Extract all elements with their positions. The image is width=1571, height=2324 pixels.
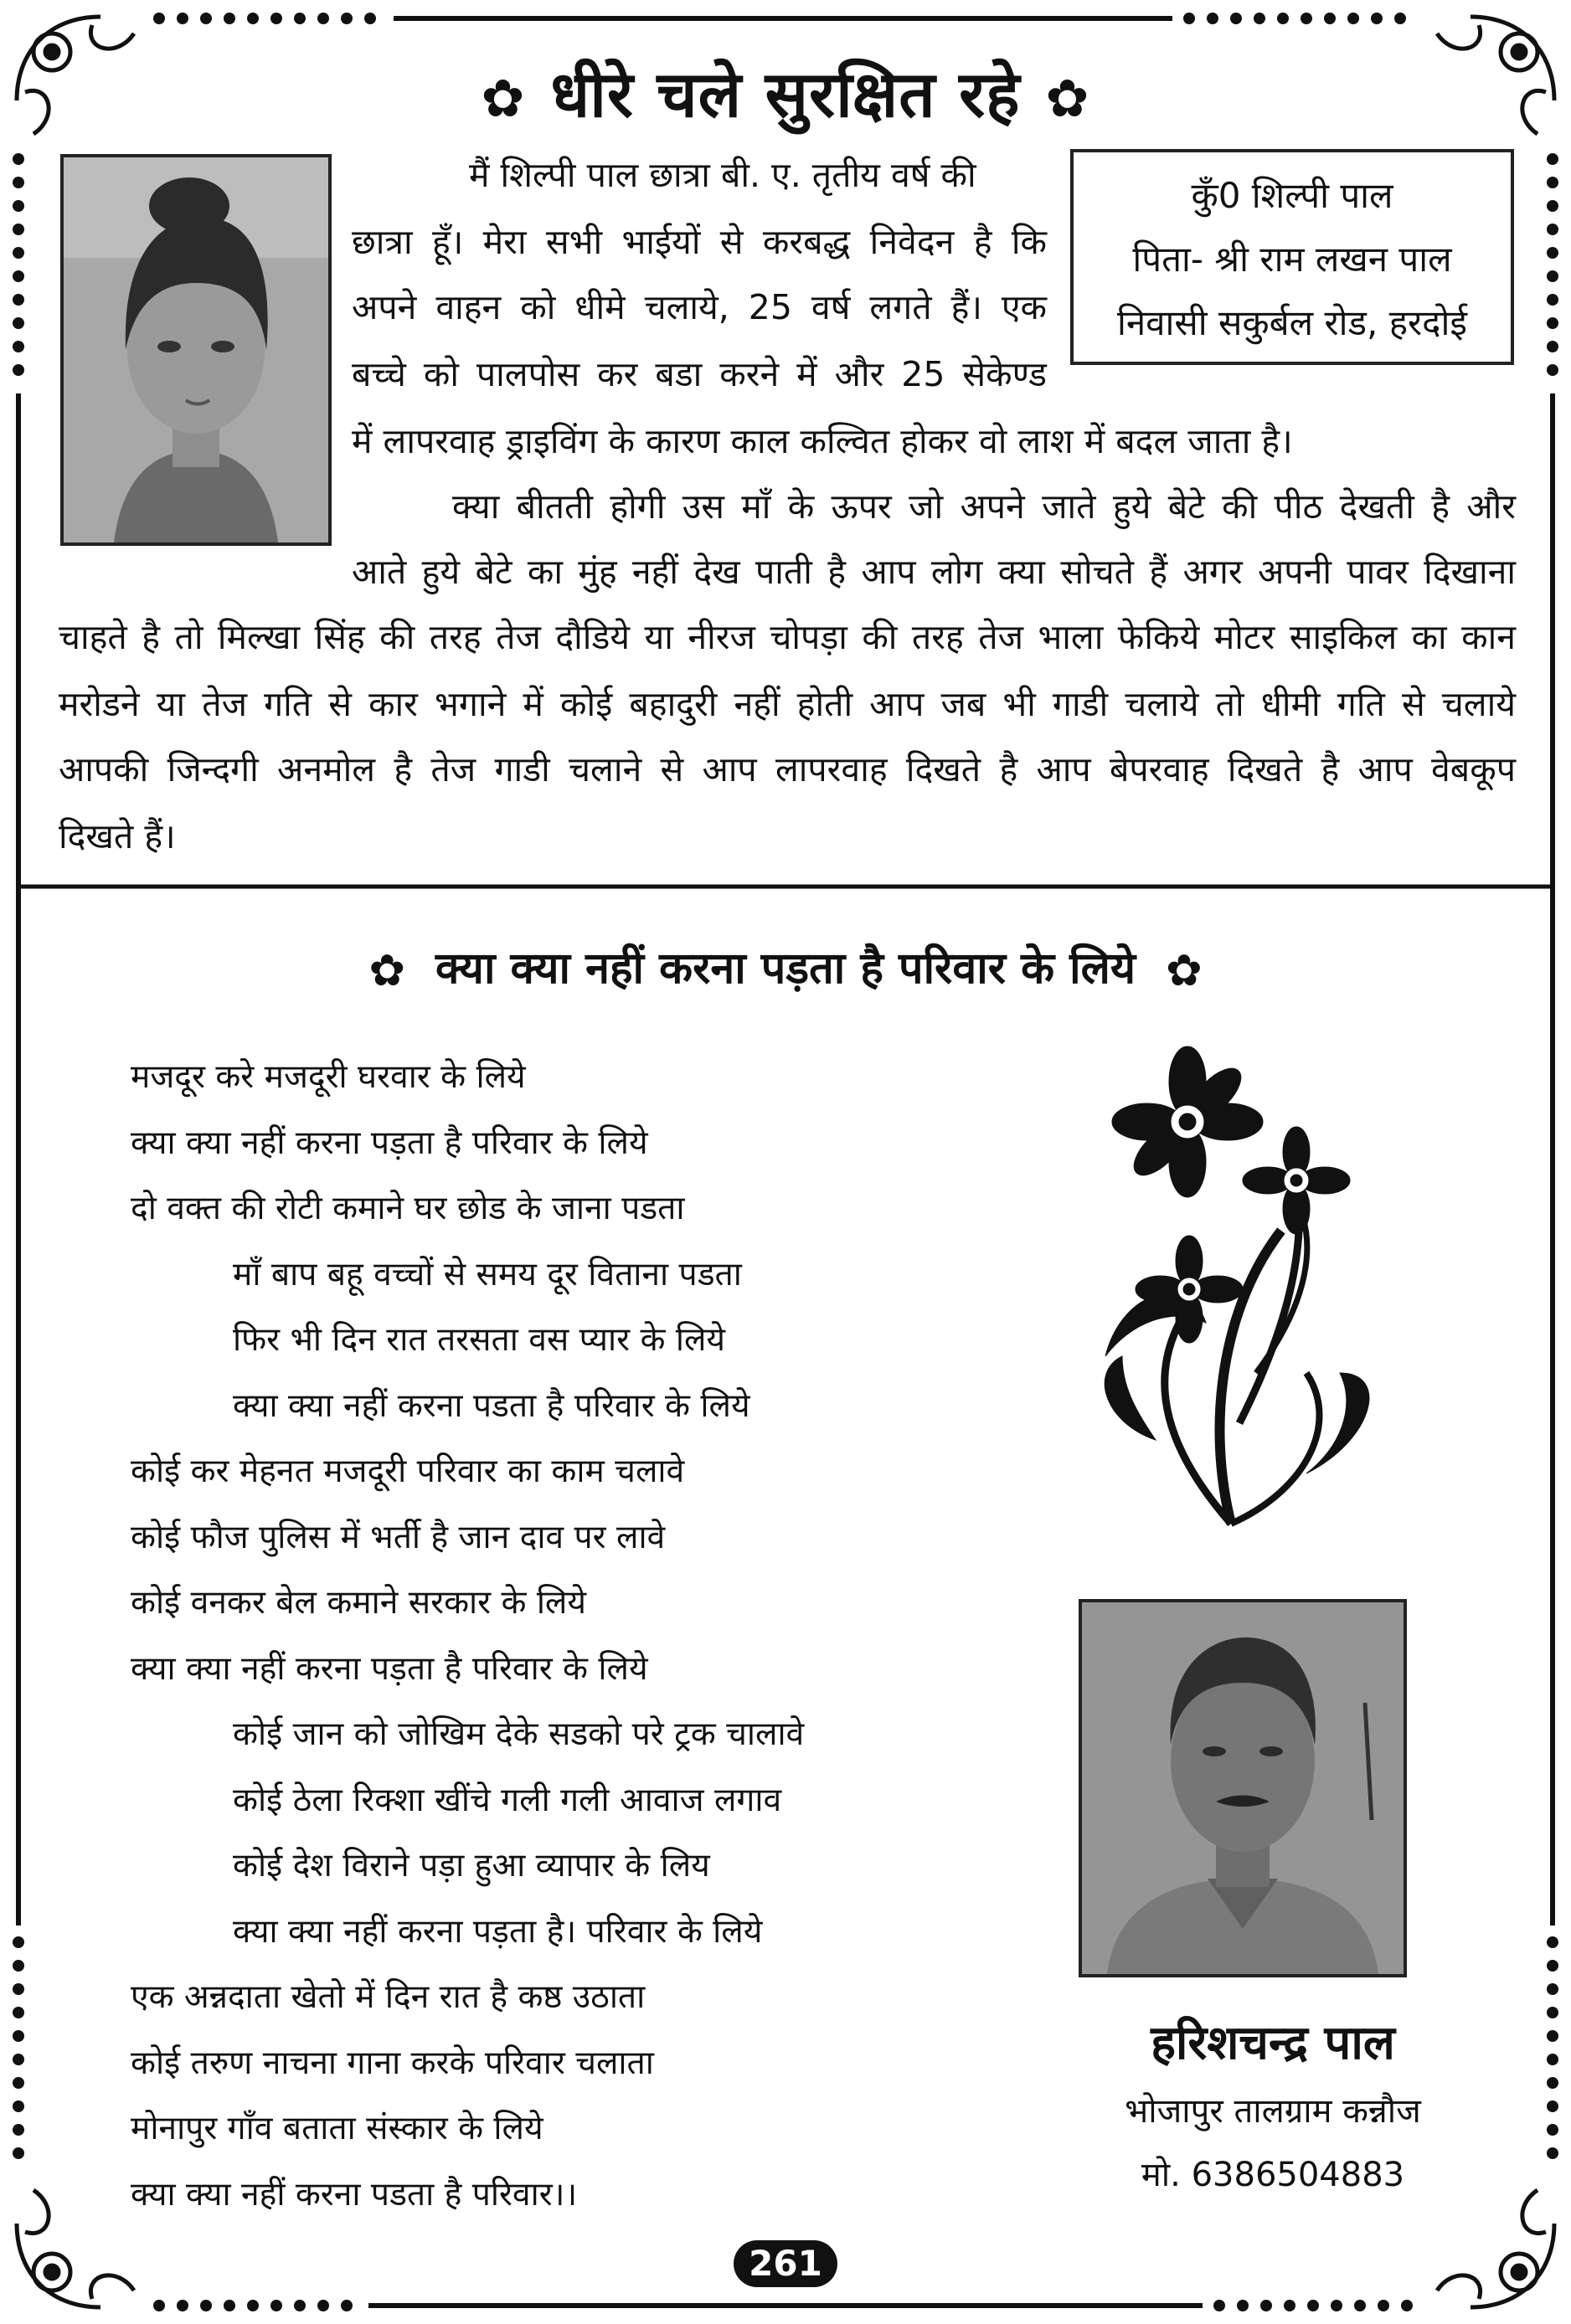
student-photo bbox=[60, 154, 332, 546]
poem-line: मजदूर करे मजदूरी घरवार के लिये bbox=[131, 1058, 526, 1096]
author-name: हरिशचन्द्र पाल bbox=[1151, 2016, 1395, 2070]
article-line-10: आपकी जिन्दगी अनमोल है तेज गाडी चलाने से आप लापरवाह दिखते है आप बेपरवाह दिखते है आप वेबकूप bbox=[59, 749, 1516, 789]
article-line-2: छात्रा हूँ। मेरा सभी भाईयों से करबद्ध निवेदन है कि bbox=[352, 222, 1047, 262]
article-line-7: आते हुये बेटे का मुंह नहीं देख पाती है आप लोग क्या सोचते हैं अगर अपनी पावर दिखाना bbox=[352, 552, 1516, 592]
author-place: भोजापुर तालग्राम कन्नौज bbox=[1125, 2092, 1421, 2131]
flower-illustration bbox=[1105, 1046, 1369, 1524]
poem-line: क्या क्या नहीं करना पड़ता है परिवार के लिये bbox=[131, 1649, 648, 1688]
poem-body bbox=[131, 1045, 804, 2228]
poem-flower-left-icon: ✿ bbox=[368, 946, 405, 996]
poem-flower-right-icon: ✿ bbox=[1166, 946, 1203, 996]
poem-line: कोई जान को जोखिम देके सडको परे ट्रक चालावे bbox=[233, 1715, 805, 1753]
poem-line: क्या क्या नहीं करना पड़ता है परिवार के लिये bbox=[131, 1123, 648, 1162]
father-name: पिता- श्री राम लखन पाल bbox=[1132, 239, 1452, 280]
poem-line: क्या क्या नहीं करना पडता है परिवार।। bbox=[131, 2175, 578, 2213]
poem-title bbox=[0, 931, 1571, 1009]
article-line-9: मरोडने या तेज गति से कार भगाने में कोई बहादुरी नहीं होती आप जब भी गाडी चलाये तो धीमी गति से चलाये bbox=[59, 684, 1516, 724]
article-line-5: में लापरवाह ड्राइविंग के कारण काल कल्वित होकर वो लाश में बदल जाता है। bbox=[352, 421, 1293, 461]
article-line-11: दिखते हैं। bbox=[59, 816, 176, 856]
poem-line: कोई देश विराने पड़ा हुआ व्यापार के लिय bbox=[233, 1847, 710, 1884]
poem-line: कोई ठेला रिक्शा खींचे गली गली आवाज लगाव bbox=[233, 1781, 782, 1819]
poem-line: फिर भी दिन रात तरसता वस प्यार के लिये bbox=[233, 1321, 726, 1359]
article-line-8: चाहते है तो मिल्खा सिंह की तरह तेज दौडिये या नीरज चोपड़ा की तरह तेज भाला फेकिये मोटर साइकिल का कान bbox=[59, 617, 1516, 657]
page-title-text: धीरे चले सुरक्षित रहे bbox=[550, 57, 1021, 131]
title-flower-left-icon: ✿ bbox=[481, 68, 526, 129]
poem-line: दो वक्त की रोटी कमाने घर छोड के जाना पडता bbox=[131, 1190, 685, 1227]
article-line-1: मैं शिल्पी पाल छात्रा बी. ए. तृतीय वर्ष की bbox=[469, 155, 976, 195]
poem-line: मोनापुर गाँव बताता संस्कार के लिये bbox=[131, 2110, 543, 2147]
poem-title-text: क्या क्या नहीं करना पड़ता है परिवार के लिये bbox=[435, 943, 1136, 994]
page-title bbox=[0, 49, 1571, 145]
student-name: कुँ0 शिल्पी पाल bbox=[1191, 175, 1393, 216]
author-phone: मो. 6386504883 bbox=[1141, 2156, 1405, 2194]
poem-line: कोई तरुण नाचना गाना करके परिवार चलाता bbox=[131, 2044, 654, 2082]
poem-line: कोई कर मेहनत मजदूरी परिवार का काम चलावे bbox=[131, 1452, 685, 1490]
author-photo bbox=[1079, 1599, 1407, 1977]
poem-line: माँ बाप बहू वच्चों से समय दूर विताना पडता bbox=[233, 1255, 742, 1293]
poem-line: कोई वनकर बेल कमाने सरकार के लिये bbox=[131, 1584, 586, 1622]
corner-ornament-bottom-left bbox=[17, 2190, 134, 2307]
article-line-6: क्या बीतती होगी उस माँ के ऊपर जो अपने जाते हुये बेटे की पीठ देखती है और bbox=[452, 486, 1516, 527]
address-box bbox=[1070, 149, 1514, 365]
poem-line: एक अन्नदाता खेतो में दिन रात है कष्ठ उठाता bbox=[131, 1978, 646, 2016]
page-number: 261 bbox=[734, 2240, 837, 2287]
poem-line: कोई फौज पुलिस में भर्ती है जान दाव पर लावे bbox=[131, 1518, 666, 1556]
corner-ornament-bottom-right bbox=[1437, 2190, 1554, 2307]
article-line-3: अपने वाहन को धीमे चलाये, 25 वर्ष लगते हैं। एक bbox=[352, 287, 1047, 327]
poem-line: क्या क्या नहीं करना पड़ता है। परिवार के लिये bbox=[233, 1912, 763, 1951]
article-line-4: बच्चे को पालपोस कर बडा करने में और 25 सेकेण्ड bbox=[352, 354, 1047, 394]
poem-line: क्या क्या नहीं करना पडता है परिवार के लिये bbox=[233, 1386, 750, 1425]
residence: निवासी सकुर्बल रोड, हरदोई bbox=[1116, 302, 1467, 343]
title-flower-right-icon: ✿ bbox=[1045, 68, 1090, 129]
